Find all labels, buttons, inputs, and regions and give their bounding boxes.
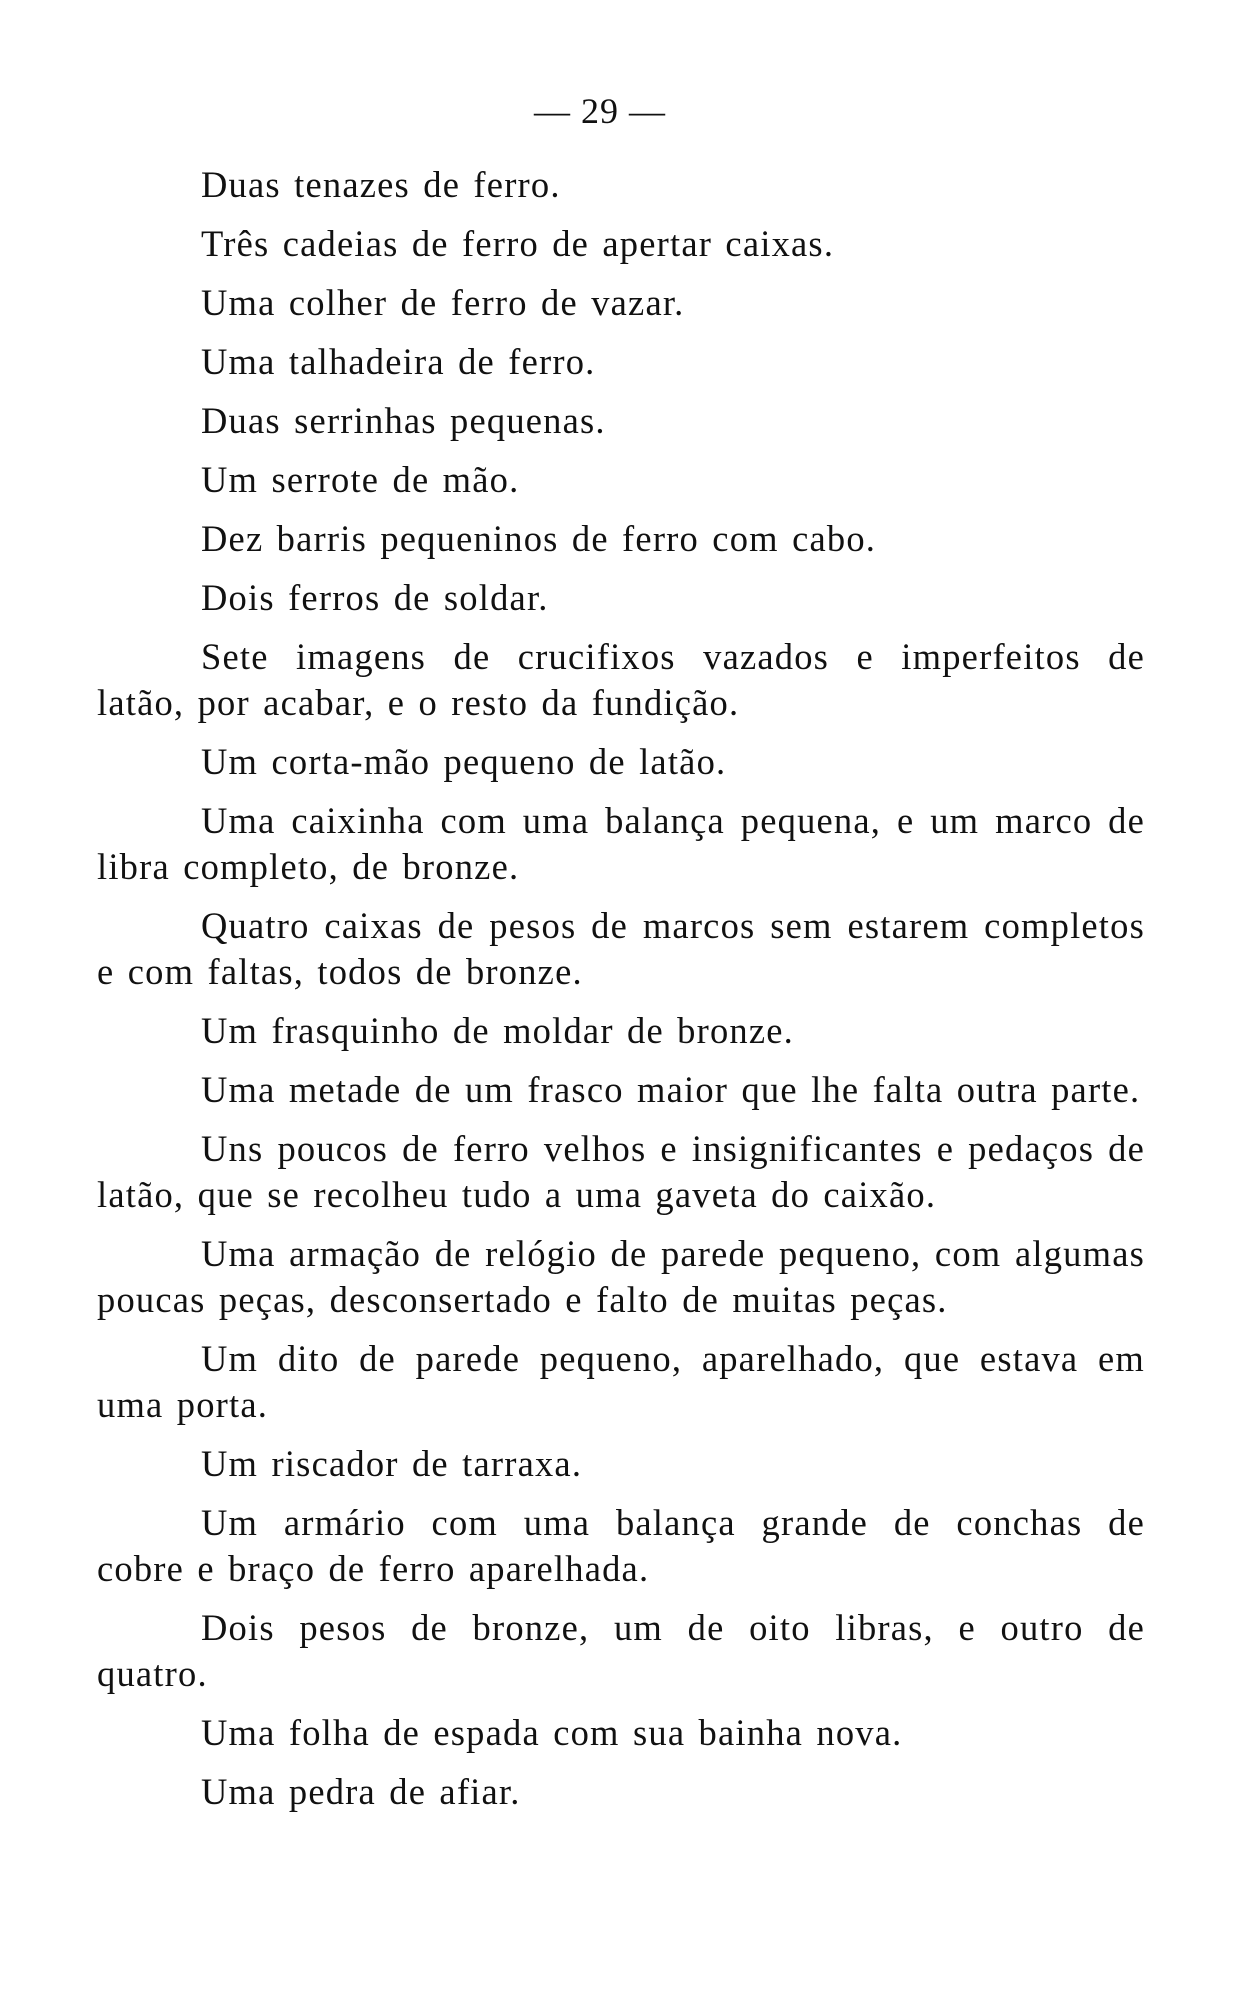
inventory-entry: Um corta-mão pequeno de latão. (201, 741, 727, 782)
inventory-entry: Uma colher de ferro de vazar. (201, 282, 685, 323)
inventory-text (97, 162, 1145, 1828)
inventory-entry: Dois ferros de soldar. (201, 577, 549, 618)
inventory-entry: Um riscador de tarraxa. (201, 1443, 583, 1484)
inventory-entry: Quatro caixas de pesos de marcos sem estarem completos e com faltas, todos de bronze. (97, 905, 1145, 992)
inventory-entry: Um armário com uma balança grande de conchas de cobre e braço de ferro aparelhada. (97, 1502, 1145, 1589)
inventory-entry: Uma armação de relógio de parede pequeno, com algumas poucas peças, desconsertado e falto de muitas peças. (97, 1233, 1145, 1320)
inventory-entry: Sete imagens de crucifixos vazados e imperfeitos de latão, por acabar, e o resto da fundição. (97, 636, 1145, 723)
inventory-entry: Uma metade de um frasco maior que lhe falta outra parte. (201, 1069, 1141, 1110)
page-number: — 29 — (534, 91, 666, 131)
inventory-entry: Um dito de parede pequeno, aparelhado, que estava em uma porta. (97, 1338, 1145, 1425)
inventory-entry: Uns poucos de ferro velhos e insignificantes e pedaços de latão, que se recolheu tudo a uma gaveta do caixão. (97, 1128, 1145, 1215)
inventory-entry: Uma folha de espada com sua bainha nova. (201, 1712, 903, 1753)
inventory-entry: Uma caixinha com uma balança pequena, e um marco de libra completo, de bronze. (97, 800, 1145, 887)
inventory-entry: Um serrote de mão. (201, 459, 520, 500)
inventory-entry: Duas serrinhas pequenas. (201, 400, 606, 441)
inventory-entry: Três cadeias de ferro de apertar caixas. (201, 223, 835, 264)
inventory-entry: Duas tenazes de ferro. (201, 164, 561, 205)
inventory-entry: Dois pesos de bronze, um de oito libras, e outro de quatro. (97, 1607, 1145, 1694)
inventory-entry: Uma pedra de afiar. (201, 1771, 521, 1812)
inventory-entry: Uma talhadeira de ferro. (201, 341, 596, 382)
inventory-entry: Um frasquinho de moldar de bronze. (201, 1010, 794, 1051)
inventory-entry: Dez barris pequeninos de ferro com cabo. (201, 518, 877, 559)
